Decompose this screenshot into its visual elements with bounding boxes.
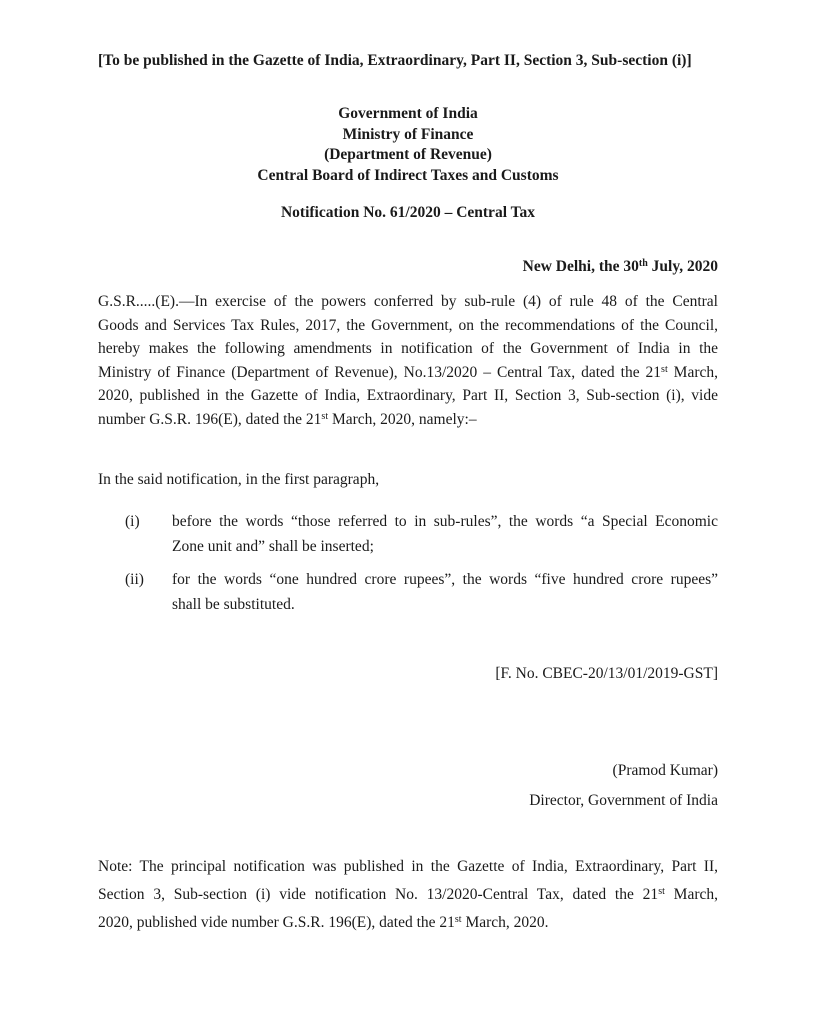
note-line-3a: 2020, published vide number G.S.R. 196(E), dated the 21 bbox=[98, 914, 455, 931]
body-line-5: 2020, published in the Gazette of India, Extraordinary, Part II, Section 3, Sub-section (i), vide bbox=[98, 387, 718, 404]
item-text-line-2: shall be substituted. bbox=[172, 596, 295, 613]
body-line-4a: Ministry of Finance (Department of Revenue), No.13/2020 – Central Tax, dated the 21 bbox=[98, 363, 662, 381]
signatory-name: (Pramod Kumar) bbox=[612, 762, 718, 779]
heading-ministry: Ministry of Finance bbox=[342, 125, 474, 143]
body-line-6b: March, 2020, namely:– bbox=[328, 410, 477, 428]
item-number: (ii) bbox=[125, 571, 144, 588]
signatory-designation: Director, Government of India bbox=[529, 792, 718, 809]
note-line-2a: Section 3, Sub-section (i) vide notification No. 13/2020-Central Tax, dated the 21 bbox=[98, 886, 659, 903]
body-line-1: G.S.R.....(E).—In exercise of the powers conferred by sub-rule (4) of rule 48 of the Central bbox=[98, 293, 718, 310]
body-line-4b: March, bbox=[667, 363, 719, 381]
document-heading bbox=[98, 104, 718, 186]
item-number: (i) bbox=[125, 513, 140, 530]
note-line-3-sup: st bbox=[454, 914, 462, 925]
note-line-3 bbox=[98, 909, 718, 937]
heading-board: Central Board of Indirect Taxes and Customs bbox=[257, 166, 559, 184]
item-text-line-1: for the words “one hundred crore rupees”, the words “five hundred crore rupees” bbox=[172, 571, 718, 588]
body-line-3: hereby makes the following amendments in notification of the Government of India in the bbox=[98, 340, 718, 357]
dateline-suffix: July, 2020 bbox=[647, 258, 718, 275]
heading-department: (Department of Revenue) bbox=[324, 146, 492, 163]
body-line-2: Goods and Services Tax Rules, 2017, the Government, on the recommendations of the Council, bbox=[98, 316, 718, 334]
note-line-3b: March, 2020. bbox=[461, 914, 549, 931]
heading-government: Government of India bbox=[338, 105, 478, 122]
dateline-prefix: New Delhi, the 30 bbox=[522, 258, 639, 275]
note-line-2b: March, bbox=[664, 886, 719, 903]
note-line-1: Note: The principal notification was published in the Gazette of India, Extraordinary, Part II, bbox=[98, 858, 718, 875]
body-paragraph bbox=[98, 290, 718, 431]
dateline bbox=[98, 258, 718, 276]
item-text-line-1: before the words “those referred to in sub-rules”, the words “a Special Economic bbox=[172, 513, 718, 530]
body-line-6-sup: st bbox=[321, 410, 329, 422]
body-line-4 bbox=[98, 361, 718, 385]
body-line-6 bbox=[98, 408, 718, 432]
dateline-sup: th bbox=[638, 258, 648, 269]
body-line-4-sup: st bbox=[661, 363, 668, 375]
said-notification-line: In the said notification, in the first paragraph, bbox=[98, 471, 380, 488]
item-text bbox=[172, 567, 718, 617]
note-paragraph bbox=[98, 853, 718, 937]
body-line-6a: number G.S.R. 196(E), dated the 21 bbox=[98, 410, 322, 428]
note-line-2-sup: st bbox=[658, 886, 665, 897]
item-text-line-2: Zone unit and” shall be inserted; bbox=[172, 538, 374, 555]
note-line-2 bbox=[98, 881, 718, 909]
gazette-publication-line: [To be published in the Gazette of India, Extraordinary, Part II, Section 3, Sub-section (i)] bbox=[98, 52, 692, 69]
file-number: [F. No. CBEC-20/13/01/2019-GST] bbox=[495, 665, 718, 682]
notification-number: Notification No. 61/2020 – Central Tax bbox=[280, 204, 536, 221]
item-text bbox=[172, 509, 718, 559]
